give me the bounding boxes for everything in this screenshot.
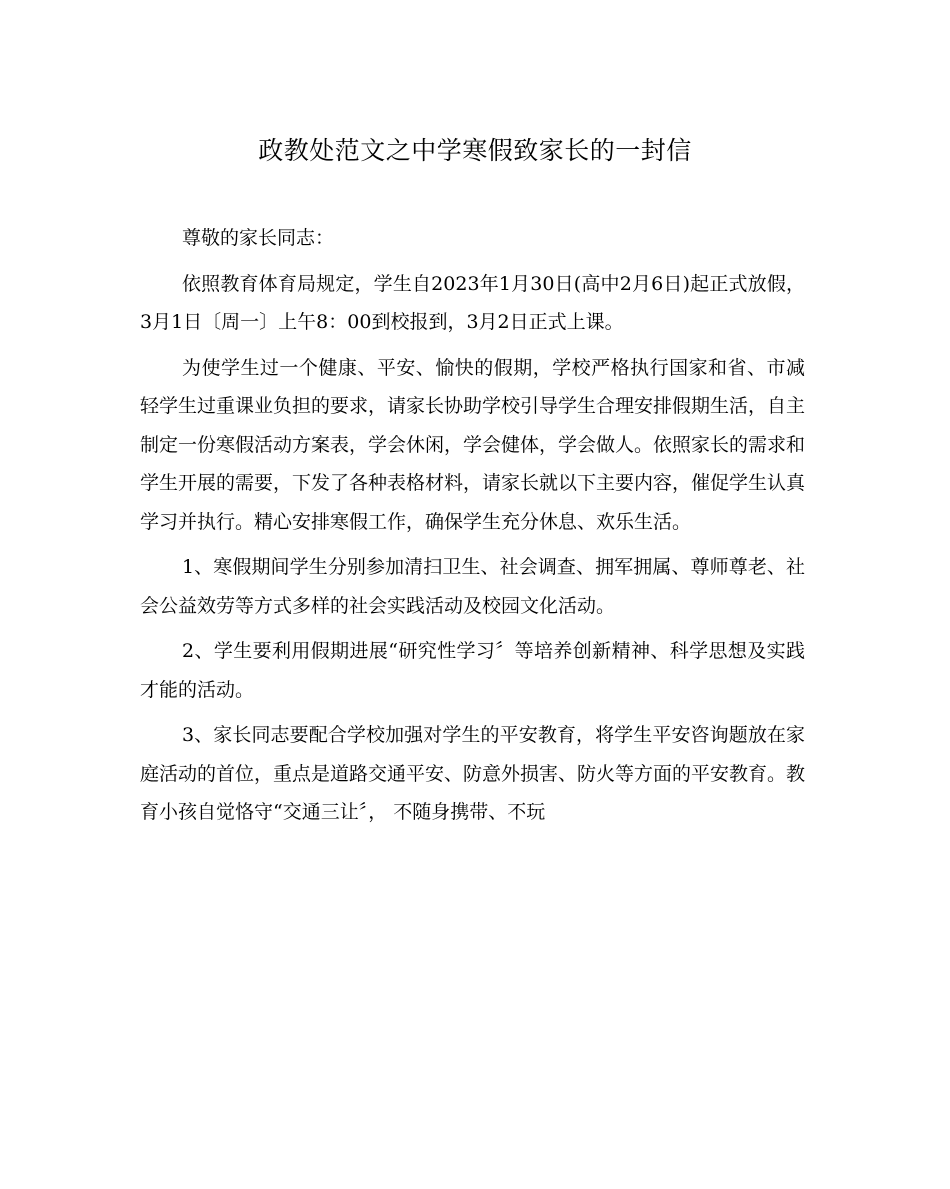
document-body: [140, 219, 805, 839]
greeting: 尊敬的家长同志：: [182, 227, 335, 249]
paragraph-item-1: 1、寒假期间学生分别参加清扫卫生、社会调查、拥军拥属、尊师尊老、社会公益效劳等方式多样的社会实践活动及校园文化活动。: [140, 556, 805, 617]
paragraph-vacation-dates: 依照教育体育局规定，学生自2023年1月30日(高中2月6日)起正式放假，3月1日〔周一〕上午8：00到校报到，3月2日正式上课。: [140, 272, 805, 333]
paragraph-item-2: 2、学生要利用假期进展“研究性学习〞等培养创新精神、科学思想及实践才能的活动。: [140, 640, 805, 701]
paragraph-vacation-purpose: 为使学生过一个健康、平安、愉快的假期，学校严格执行国家和省、市减轻学生过重课业负担的要求，请家长协助学校引导学生合理安排假期生活，自主制定一份寒假活动方案表，学会休闲，学会健体，学会做人。依照家长的需求和学生开展的需要，下发了各种表格材料，请家长就以下主要内容，催促学生认真学习并执行。精心安排寒假工作，确保学生充分休息、欢乐生活。: [140, 356, 806, 533]
paragraph-item-3: 3、家长同志要配合学校加强对学生的平安教育，将学生平安咨询题放在家庭活动的首位，重点是道路交通平安、防意外损害、防火等方面的平安教育。教育小孩自觉恪守“交通三让〞， 不随身携带、不玩: [140, 724, 806, 823]
document-title: 政教处范文之中学寒假致家长的一封信: [258, 136, 692, 165]
